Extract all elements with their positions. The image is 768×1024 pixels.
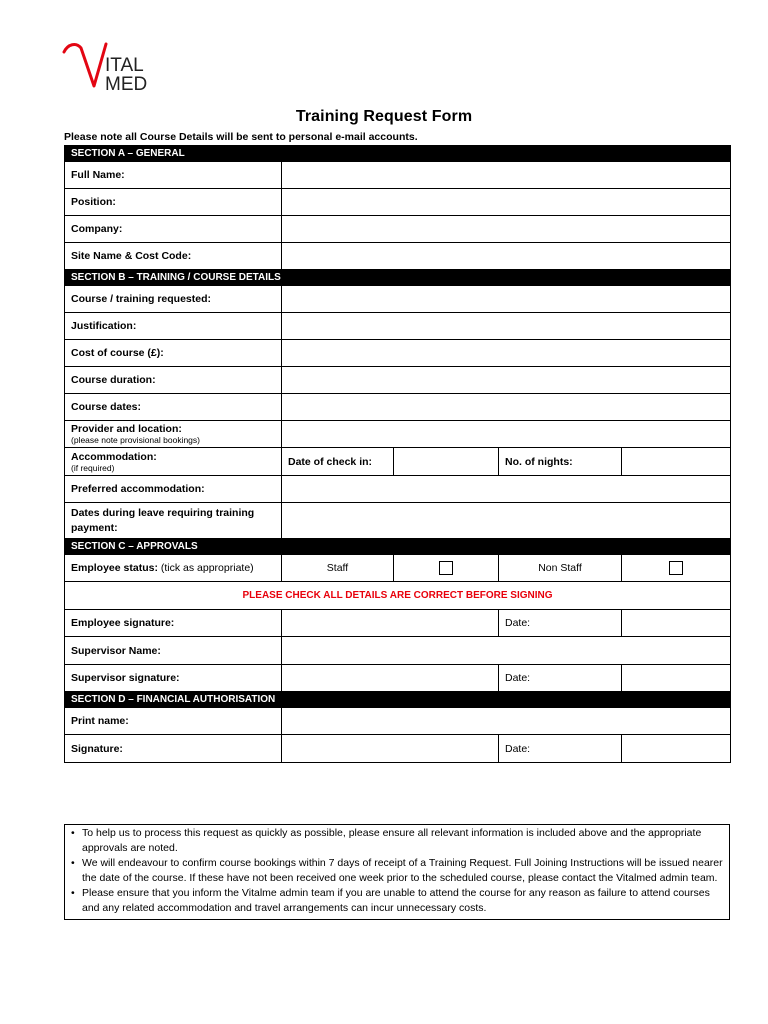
site-name-label: Site Name & Cost Code:	[65, 243, 282, 270]
supervisor-signature-date-field[interactable]	[622, 665, 731, 692]
leave-dates-row	[65, 503, 731, 539]
leave-dates-field[interactable]	[282, 503, 731, 539]
print-name-label: Print name:	[65, 708, 282, 735]
accommodation-row	[65, 448, 731, 476]
signing-warning: PLEASE CHECK ALL DETAILS ARE CORRECT BEFORE SIGNING	[65, 582, 731, 610]
course-requested-field[interactable]	[282, 286, 731, 313]
full-name-field[interactable]	[282, 162, 731, 189]
accommodation-label	[65, 448, 282, 476]
employee-signature-field[interactable]	[282, 610, 499, 637]
email-note: Please note all Course Details will be sent to personal e-mail accounts.	[64, 131, 418, 143]
training-request-form	[64, 145, 731, 763]
supervisor-signature-field[interactable]	[282, 665, 499, 692]
employee-signature-label: Employee signature:	[65, 610, 282, 637]
signature-field[interactable]	[282, 735, 499, 763]
provider-label	[65, 421, 282, 448]
employee-status-row	[65, 555, 731, 582]
print-name-row	[65, 708, 731, 735]
company-label: Company:	[65, 216, 282, 243]
check-in-field[interactable]	[394, 448, 499, 476]
section-d-header: SECTION D – FINANCIAL AUTHORISATION	[65, 692, 731, 708]
company-row	[65, 216, 731, 243]
supervisor-signature-label: Supervisor signature:	[65, 665, 282, 692]
page-title: Training Request Form	[295, 108, 473, 125]
position-row	[65, 189, 731, 216]
bullet-icon: •	[71, 827, 75, 839]
info-text: We will endeavour to confirm course bookings within 7 days of receipt of a Training Request. Full Joining Instructions will be issued nearer the date of the course. If these have not been received one week prior to the scheduled course, please contact the Vitalmed admin team.	[82, 857, 723, 884]
site-name-field[interactable]	[282, 243, 731, 270]
nights-label: No. of nights:	[499, 448, 622, 476]
staff-checkbox-cell	[394, 555, 499, 582]
leave-dates-label: Dates during leave requiring training payment:	[65, 503, 282, 539]
print-name-field[interactable]	[282, 708, 731, 735]
non-staff-label: Non Staff	[499, 555, 622, 582]
signature-label: Signature:	[65, 735, 282, 763]
supervisor-name-field[interactable]	[282, 637, 731, 665]
staff-label: Staff	[282, 555, 394, 582]
supervisor-name-label: Supervisor Name:	[65, 637, 282, 665]
non-staff-checkbox[interactable]	[669, 561, 683, 575]
employee-status-label	[65, 555, 282, 582]
position-field[interactable]	[282, 189, 731, 216]
employee-signature-date-field[interactable]	[622, 610, 731, 637]
course-dates-label: Course dates:	[65, 394, 282, 421]
staff-checkbox[interactable]	[439, 561, 453, 575]
employee-signature-date-label	[499, 610, 622, 637]
employee-status-text: Employee status:	[71, 562, 158, 574]
section-c-header: SECTION C – APPROVALS	[65, 539, 731, 555]
cost-row	[65, 340, 731, 367]
justification-label: Justification:	[65, 313, 282, 340]
date-label: Date:	[505, 742, 531, 755]
accommodation-note: (if required)	[71, 462, 115, 473]
logo-text-med: MED	[105, 74, 148, 95]
logo-text-ital: ITAL	[105, 55, 144, 76]
info-list	[69, 826, 725, 916]
info-text: Please ensure that you inform the Vitalme admin team if you are unable to attend the course for any reason as failure to attend courses and any related accommodation and travel arrangements can incur unnecessary costs.	[82, 887, 710, 914]
date-label: Date:	[505, 617, 531, 629]
nights-field[interactable]	[622, 448, 731, 476]
list-item	[69, 886, 725, 916]
preferred-accommodation-field[interactable]	[282, 476, 731, 503]
justification-field[interactable]	[282, 313, 731, 340]
full-name-label: Full Name:	[65, 162, 282, 189]
course-dates-row	[65, 394, 731, 421]
warning-row	[65, 582, 731, 610]
vitalmed-logo	[62, 40, 162, 96]
list-item	[69, 826, 725, 856]
bullet-icon: •	[71, 887, 75, 899]
course-requested-row	[65, 286, 731, 313]
provider-label-text: Provider and location:	[71, 423, 182, 435]
check-in-label: Date of check in:	[282, 448, 394, 476]
supervisor-signature-row	[65, 665, 731, 692]
provider-field[interactable]	[282, 421, 731, 448]
duration-field[interactable]	[282, 367, 731, 394]
duration-label: Course duration:	[65, 367, 282, 394]
section-b-header: SECTION B – TRAINING / COURSE DETAILS	[65, 270, 731, 286]
info-text: To help us to process this request as quickly as possible, please ensure all relevant information is included above and the appropriate approvals are noted.	[82, 827, 702, 854]
company-field[interactable]	[282, 216, 731, 243]
course-dates-field[interactable]	[282, 394, 731, 421]
provider-note: (please note provisional bookings)	[71, 435, 200, 445]
bullet-icon: •	[71, 857, 75, 869]
supervisor-name-row	[65, 637, 731, 665]
non-staff-checkbox-cell	[622, 555, 731, 582]
list-item	[69, 856, 725, 886]
preferred-accommodation-label: Preferred accommodation:	[65, 476, 282, 503]
position-label: Position:	[65, 189, 282, 216]
signature-date-field[interactable]	[622, 735, 731, 763]
vitalmed-logo-graphic	[62, 40, 162, 96]
supervisor-signature-date-label	[499, 665, 622, 692]
duration-row	[65, 367, 731, 394]
preferred-accommodation-row	[65, 476, 731, 503]
section-a-header: SECTION A – GENERAL	[65, 146, 731, 162]
cost-field[interactable]	[282, 340, 731, 367]
justification-row	[65, 313, 731, 340]
provider-row	[65, 421, 731, 448]
course-requested-label: Course / training requested:	[65, 286, 282, 313]
accommodation-label-text: Accommodation:	[71, 450, 157, 463]
full-name-row	[65, 162, 731, 189]
signature-row	[65, 735, 731, 763]
employee-signature-row	[65, 610, 731, 637]
cost-label: Cost of course (£):	[65, 340, 282, 367]
info-box	[64, 824, 730, 920]
signature-date-label	[499, 735, 622, 763]
site-name-row	[65, 243, 731, 270]
tick-note: (tick as appropriate)	[157, 562, 254, 574]
date-label: Date:	[505, 672, 531, 684]
